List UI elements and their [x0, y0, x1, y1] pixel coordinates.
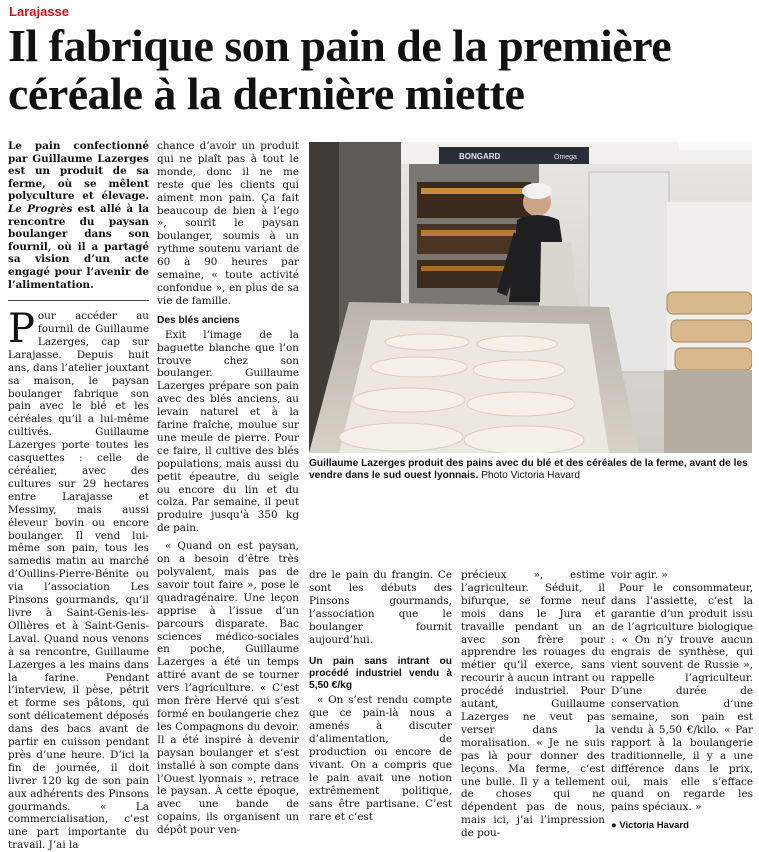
subhead-price: Un pain sans intrant ou procédé industriel vendu à 5,50 €/kg [309, 656, 452, 692]
article-column-4 [461, 569, 605, 840]
caption-text: Guillaume Lazerges produit des pains avec du blé et des céréales de la ferme, avant de les vendre dans le sud ouest lyonnais. [309, 458, 748, 482]
lead-text-2: est allé à la rencontre du paysan boulanger dans son fournil, où il a partagé sa vision d’un acte engagé pour l’avenir de l’alimentation. [8, 202, 149, 291]
oven-brand-label: BONGARD [459, 152, 501, 161]
newspaper-name: Le Progrès [8, 202, 73, 215]
body-paragraph-3: Exit l’image de la baguette blanche que l’on trouve chez son boulanger. Guillaume Lazerges prépare son pain avec des blés anciens, au levain naturel et à la farine fraîche, moulue sur une meule de pierre. Pour ce faire, il cultive des blés populations, mais aussi du petit épeautre, du seigle ou encore du lin et du colza. Par semaine, il peut produire jusqu’à 350 kg de pain. [157, 328, 299, 535]
article-column-1 [8, 140, 149, 852]
article-column-3 [309, 569, 452, 824]
section-kicker: Larajasse [9, 4, 69, 19]
body-paragraph-5: dre le pain du frangin. Ce sont les débuts des Pinsons gourmands, l’association que le boulanger fournit aujourd’hui. [309, 569, 452, 646]
article-photo [309, 142, 752, 453]
body-paragraph-6: « On s’est rendu compte que ce pain-là nous a amenés à discuter d’alimentation, de production ou encore de vivant. On a compris que le pain avait une notion extrêmement politique, sans être partisane. C’est rare et c’est [309, 694, 452, 823]
author-signature: ● Victoria Havard [611, 820, 689, 832]
body-paragraph-9: Pour le consommateur, dans l’assiette, c’est la garantie d’un produit issu de l’agriculture biologique : « On n’y trouve aucun engrais de synthèse, qui vient souvent de Russie », rappelle l’agriculteur. D’une durée de conservation d’une semaine, son pain est vendu à 5,50 €/kilo. « Par rapport à la boulangerie traditionnelle, il y a une différence dans le prix, oui, mais elle s’efface quand on regarde les pains spéciaux. » [611, 581, 753, 814]
headline: Il fabrique son pain de la première céréale à la dernière miette [8, 20, 672, 119]
body-text-1: our accéder au fournil de Guillaume Lazerges, cap sur Larajasse. Depuis huit ans, dans l’atelier jouxtant sa maison, le paysan boulanger fabrique son pain avec le blé et les céréales qu’il a lui-même cultivés. Guillaume Lazerges porte toutes les casquettes : celle de céréalier, avec des cultures sur 29 hectares entre Larajasse et Messimy, mais aussi éleveur bovin ou encore boulanger. Il vend lui-même son pain, tous les samedis matin au marché d’Oullins-Pierre-Bénite ou via l’association Les Pinsons gourmands, qu’il livre à Saint-Genis-les-Ollières et à Saint-Genis-Laval. Quand nous venons à sa rencontre, Guillaume Lazerges a les mains dans la farine. Pendant l’interview, il pèse, pétrit et forme ses pâtons, qui sont délicatement déposés dans des bacs avant de partir en cuisson pendant près d’une heure. D’ici la fin de journée, il doit livrer 120 kg de son pain aux adhérents des Pinsons gourmands. « La commercialisation, c’est une part importante du travail. J’ai la [8, 310, 149, 852]
lead-text-1: Le pain confectionné par Guillaume Lazerges est un produit de sa ferme, où se mêlent polyculture et élevage. [8, 140, 149, 203]
photo-caption [309, 458, 753, 483]
subhead-ancient-wheat: Des blés anciens [157, 314, 240, 326]
oven-model-label: Omega [554, 154, 577, 161]
bakery-photo-illustration [309, 142, 752, 453]
body-paragraph-2: chance d’avoir un produit qui ne plaît pas à tout le monde, donc il ne me reste que les clients qui aiment mon pain. Ça fait beaucoup de bien à l’ego », sourit le paysan boulanger, soumis à un rythme soutenu variant de 60 à 90 heures par semaine, « toute activité confondue », en plus de sa vie de famille. [157, 140, 299, 307]
body-paragraph-4: « Quand on est paysan, on a besoin d’être très polyvalent, mais pas de savoir tout faire », pose le quadragénaire. Une leçon apprise à l’issue d’un parcours disparate. Bac sciences médico-sociales en poche, Guillaume Lazerges a été un temps attiré avant de se tourner vers l’agriculture. « C’est mon frère Hervé qui s’est formé en boulangerie chez les Compagnons du devoir. Il a été inspiré à devenir paysan boulanger et s’est installé à son compte dans l’Ouest lyonnais », retrace le paysan. À cette époque, avec une bande de copains, ils organisent un dépôt pour ven- [157, 540, 299, 837]
body-paragraph-1 [8, 306, 149, 852]
lead-separator [8, 300, 149, 301]
article-column-5 [611, 569, 753, 833]
body-paragraph-8: voir agir. » [611, 569, 668, 581]
photo-credit: Photo Victoria Havard [478, 470, 581, 482]
drop-cap: P [8, 306, 35, 353]
article-column-2 [157, 140, 299, 837]
body-paragraph-7: précieux », estime l’agriculteur. Séduit, il bifurque, se forme neuf mois dans le Jura et travaille pendant un an avec son frère pour apprendre les rouages du métier qu’il exerce, sans recourir à aucun intrant ou procédé industriel. Pour autant, Guillaume Lazerges ne veut pas verser dans la moralisation. « Je ne suis pas là pour donner des leçons. Ma ferme, c’est une bulle. Il y a tellement de choses qui ne dépendent pas de nous, mais ici, j’ai l’impression de pou- [461, 569, 605, 840]
lead-paragraph [8, 140, 149, 291]
